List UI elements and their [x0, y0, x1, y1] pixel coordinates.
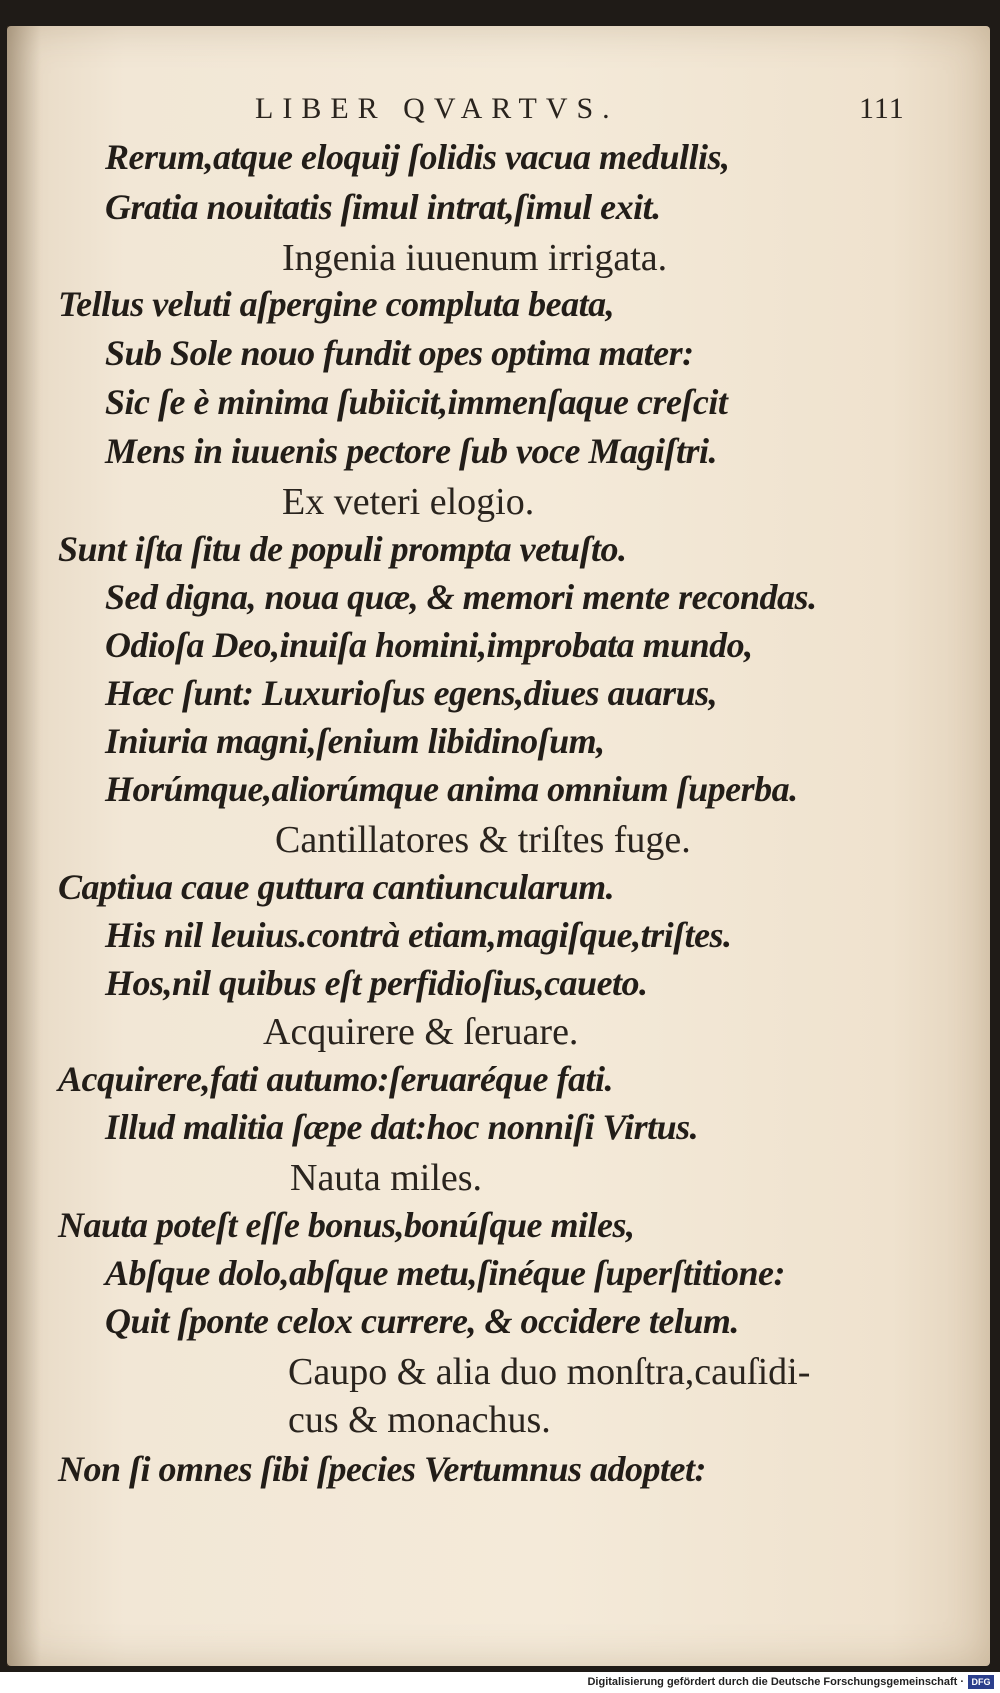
dfg-logo: DFG [968, 1675, 994, 1689]
verse-line: Hæc ſunt: Luxurioſus egens,diues auarus, [105, 673, 718, 713]
section-heading: Acquirere & ſeruare. [263, 1011, 579, 1053]
section-heading: Nauta miles. [290, 1157, 483, 1199]
verse-line: Gratia nouitatis ſimul intrat,ſimul exit. [105, 187, 661, 227]
section-heading: Caupo & alia duo monſtra,cauſidi- [288, 1351, 811, 1393]
funding-credit: Digitalisierung gefördert durch die Deutsche Forschungsgemeinschaft · [587, 1676, 964, 1688]
section-heading: cus & monachus. [288, 1399, 551, 1441]
verse-line: Quit ſponte celox currere, & occidere telum. [105, 1301, 739, 1341]
gutter-shadow [7, 26, 41, 1666]
verse-line: Odioſa Deo,inuiſa homini,improbata mundo, [105, 625, 753, 665]
verse-line: Sunt iſta ſitu de populi prompta vetuſto. [58, 529, 627, 569]
verse-line: Sub Sole nouo fundit opes optima mater: [105, 333, 694, 373]
verse-line: Nauta poteſt eſſe bonus,bonúſque miles, [58, 1205, 635, 1245]
verse-line: His nil leuius.contrà etiam,magiſque,triſtes. [105, 915, 732, 955]
verse-line: Sic ſe è minima ſubiicit,immenſaque creſcit [105, 382, 728, 422]
section-heading: Ingenia iuuenum irrigata. [282, 237, 668, 279]
verse-line: Sed digna, noua quæ, & memori mente recondas. [105, 577, 817, 617]
verse-line: Illud malitia ſæpe dat:hoc nonniſi Virtus. [105, 1107, 699, 1147]
verse-line: Acquirere,fati autumo:ſeruaréque fati. [58, 1059, 613, 1099]
verse-line: Iniuria magni,ſenium libidinoſum, [105, 721, 605, 761]
verse-line: Hos,nil quibus eſt perfidioſius,caueto. [105, 963, 648, 1003]
section-heading: Cantillatores & triſtes fuge. [275, 819, 691, 861]
section-heading: Ex veteri elogio. [282, 481, 535, 523]
running-head: LIBER QVARTVS. [255, 92, 619, 125]
page-number: 111 [859, 92, 905, 125]
verse-line: Abſque dolo,abſque metu,ſinéque ſuperſtitione: [105, 1253, 785, 1293]
verse-line: Non ſi omnes ſibi ſpecies Vertumnus adoptet: [58, 1449, 707, 1489]
verse-line: Mens in iuuenis pectore ſub voce Magiſtri. [105, 431, 718, 471]
verse-line: Captiua caue guttura cantiuncularum. [58, 867, 615, 907]
verse-line: Tellus veluti aſpergine compluta beata, [58, 284, 615, 324]
verse-line: Rerum,atque eloquij ſolidis vacua medullis, [105, 137, 730, 177]
verse-line: Horúmque,aliorúmque anima omnium ſuperba. [105, 769, 798, 809]
